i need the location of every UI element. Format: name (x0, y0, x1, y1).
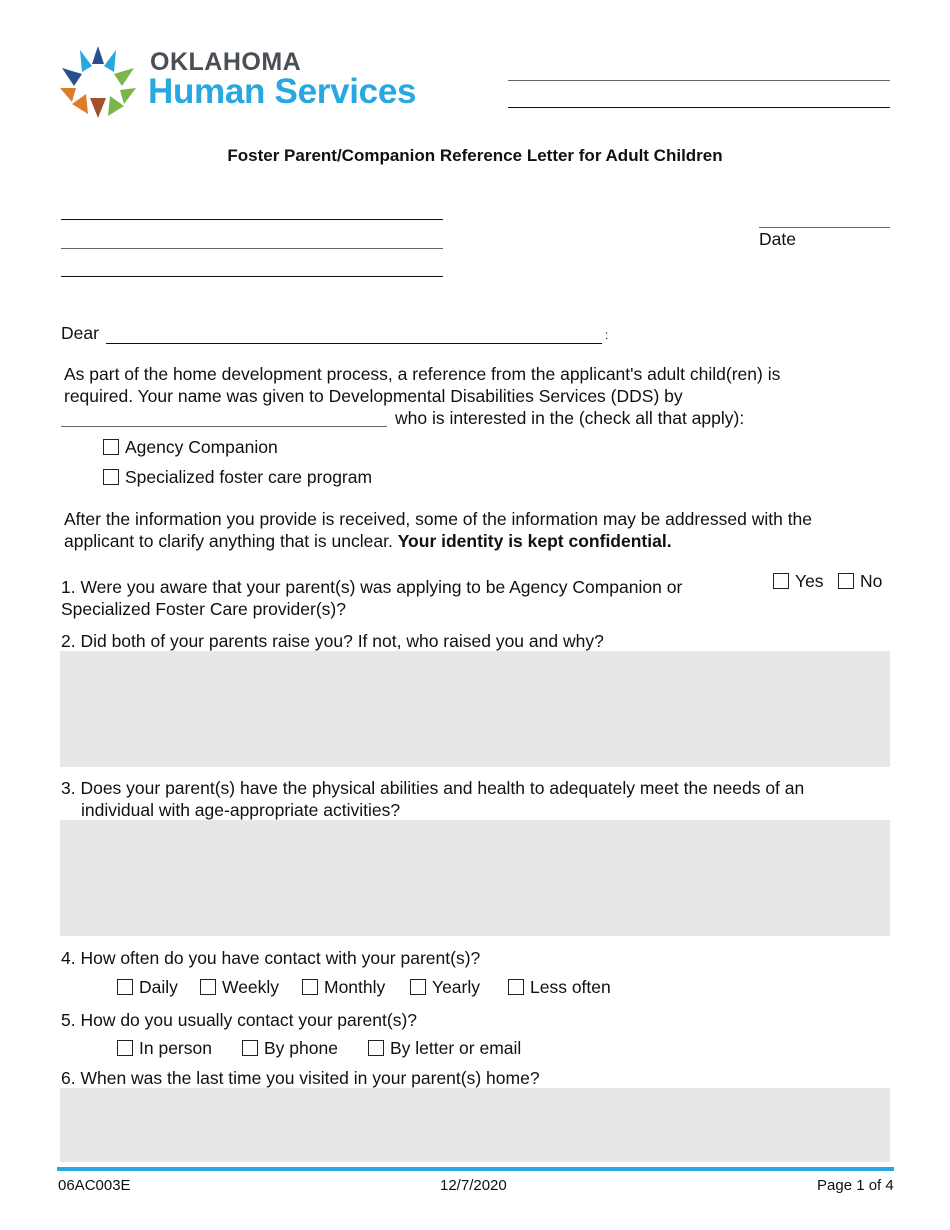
address-line-3[interactable] (61, 276, 443, 277)
specialized-foster-care-checkbox[interactable] (103, 469, 119, 485)
q5-option-by-letter[interactable] (368, 1038, 521, 1059)
star-logo-icon (58, 42, 138, 122)
logo-human-services: Human Services (148, 72, 417, 111)
q4-option-daily[interactable] (117, 977, 178, 998)
q2-answer-area[interactable] (60, 651, 890, 767)
q2-text: 2. Did both of your parents raise you? If not, who raised you and why? (61, 631, 604, 651)
intro-line-1: As part of the home development process, a reference from the applicant's adult child(ren) is (64, 364, 781, 384)
q1-no-option[interactable] (838, 571, 882, 592)
header-line-top[interactable] (508, 80, 890, 81)
q4-monthly-checkbox[interactable] (302, 979, 318, 995)
q4-option-yearly[interactable] (410, 977, 480, 998)
q5-text: 5. How do you usually contact your parent(s)? (61, 1010, 418, 1030)
q5-by-letter-checkbox[interactable] (368, 1040, 384, 1056)
q4-option-monthly[interactable] (302, 977, 385, 998)
intro-line-3: who is interested in the (check all that apply): (395, 408, 745, 428)
dear-colon: : (605, 328, 609, 342)
header-line-bottom[interactable] (508, 107, 890, 108)
q4-monthly-label: Monthly (324, 977, 386, 997)
applicant-name-field[interactable] (61, 426, 387, 427)
option-agency-companion[interactable] (103, 437, 278, 458)
q5-by-letter-label: By letter or email (390, 1038, 522, 1058)
specialized-foster-care-label: Specialized foster care program (125, 467, 373, 487)
q1-yes-label: Yes (795, 571, 824, 591)
option-specialized-foster-care[interactable] (103, 467, 372, 488)
page-title: Foster Parent/Companion Reference Letter for Adult Children (227, 146, 723, 165)
q1-no-checkbox[interactable] (838, 573, 854, 589)
q4-option-weekly[interactable] (200, 977, 279, 998)
q1-yes-checkbox[interactable] (773, 573, 789, 589)
q4-less-often-checkbox[interactable] (508, 979, 524, 995)
q3-answer-area[interactable] (60, 820, 890, 936)
confidential-line-1: After the information you provide is received, some of the information may be addressed with the (64, 509, 813, 529)
q5-in-person-label: In person (139, 1038, 212, 1058)
q4-yearly-checkbox[interactable] (410, 979, 426, 995)
q1-line-1: 1. Were you aware that your parent(s) was applying to be Agency Companion or (61, 577, 683, 597)
q4-weekly-checkbox[interactable] (200, 979, 216, 995)
address-line-2[interactable] (61, 248, 443, 249)
q6-answer-area[interactable] (60, 1088, 890, 1162)
q5-by-phone-label: By phone (264, 1038, 338, 1058)
q3-line-2: individual with age-appropriate activities? (81, 800, 401, 820)
footer-page-number: Page 1 of 4 (817, 1177, 894, 1194)
q5-in-person-checkbox[interactable] (117, 1040, 133, 1056)
date-label: Date (759, 229, 796, 249)
footer-form-number: 06AC003E (58, 1177, 131, 1194)
q3-line-1: 3. Does your parent(s) have the physical abilities and health to adequately meet the needs of an (61, 778, 805, 798)
q1-line-2: Specialized Foster Care provider(s)? (61, 599, 346, 619)
agency-companion-label: Agency Companion (125, 437, 278, 457)
q5-by-phone-checkbox[interactable] (242, 1040, 258, 1056)
confidential-bold: Your identity is kept confidential. (397, 531, 672, 551)
q1-no-label: No (860, 571, 883, 591)
q6-text: 6. When was the last time you visited in your parent(s) home? (61, 1068, 540, 1088)
q4-text: 4. How often do you have contact with your parent(s)? (61, 948, 481, 968)
footer-date: 12/7/2020 (440, 1177, 507, 1194)
confidential-line-2 (64, 530, 672, 552)
logo-oklahoma: OKLAHOMA (150, 48, 302, 76)
confidential-plain: applicant to clarify anything that is unclear. (64, 531, 393, 551)
q4-yearly-label: Yearly (432, 977, 480, 997)
dear-label: Dear (61, 323, 99, 343)
q4-daily-checkbox[interactable] (117, 979, 133, 995)
q5-option-by-phone[interactable] (242, 1038, 338, 1059)
intro-line-2: required. Your name was given to Developmental Disabilities Services (DDS) by (64, 386, 683, 406)
q1-yes-option[interactable] (773, 571, 824, 592)
agency-logo (58, 42, 448, 122)
q4-daily-label: Daily (139, 977, 178, 997)
agency-companion-checkbox[interactable] (103, 439, 119, 455)
q4-option-less-often[interactable] (508, 977, 611, 998)
date-field[interactable] (759, 227, 890, 228)
dear-name-field[interactable] (106, 343, 602, 344)
address-line-1[interactable] (61, 219, 443, 220)
q4-weekly-label: Weekly (222, 977, 280, 997)
q4-less-often-label: Less often (530, 977, 611, 997)
q5-option-in-person[interactable] (117, 1038, 212, 1059)
footer-rule (57, 1167, 894, 1171)
